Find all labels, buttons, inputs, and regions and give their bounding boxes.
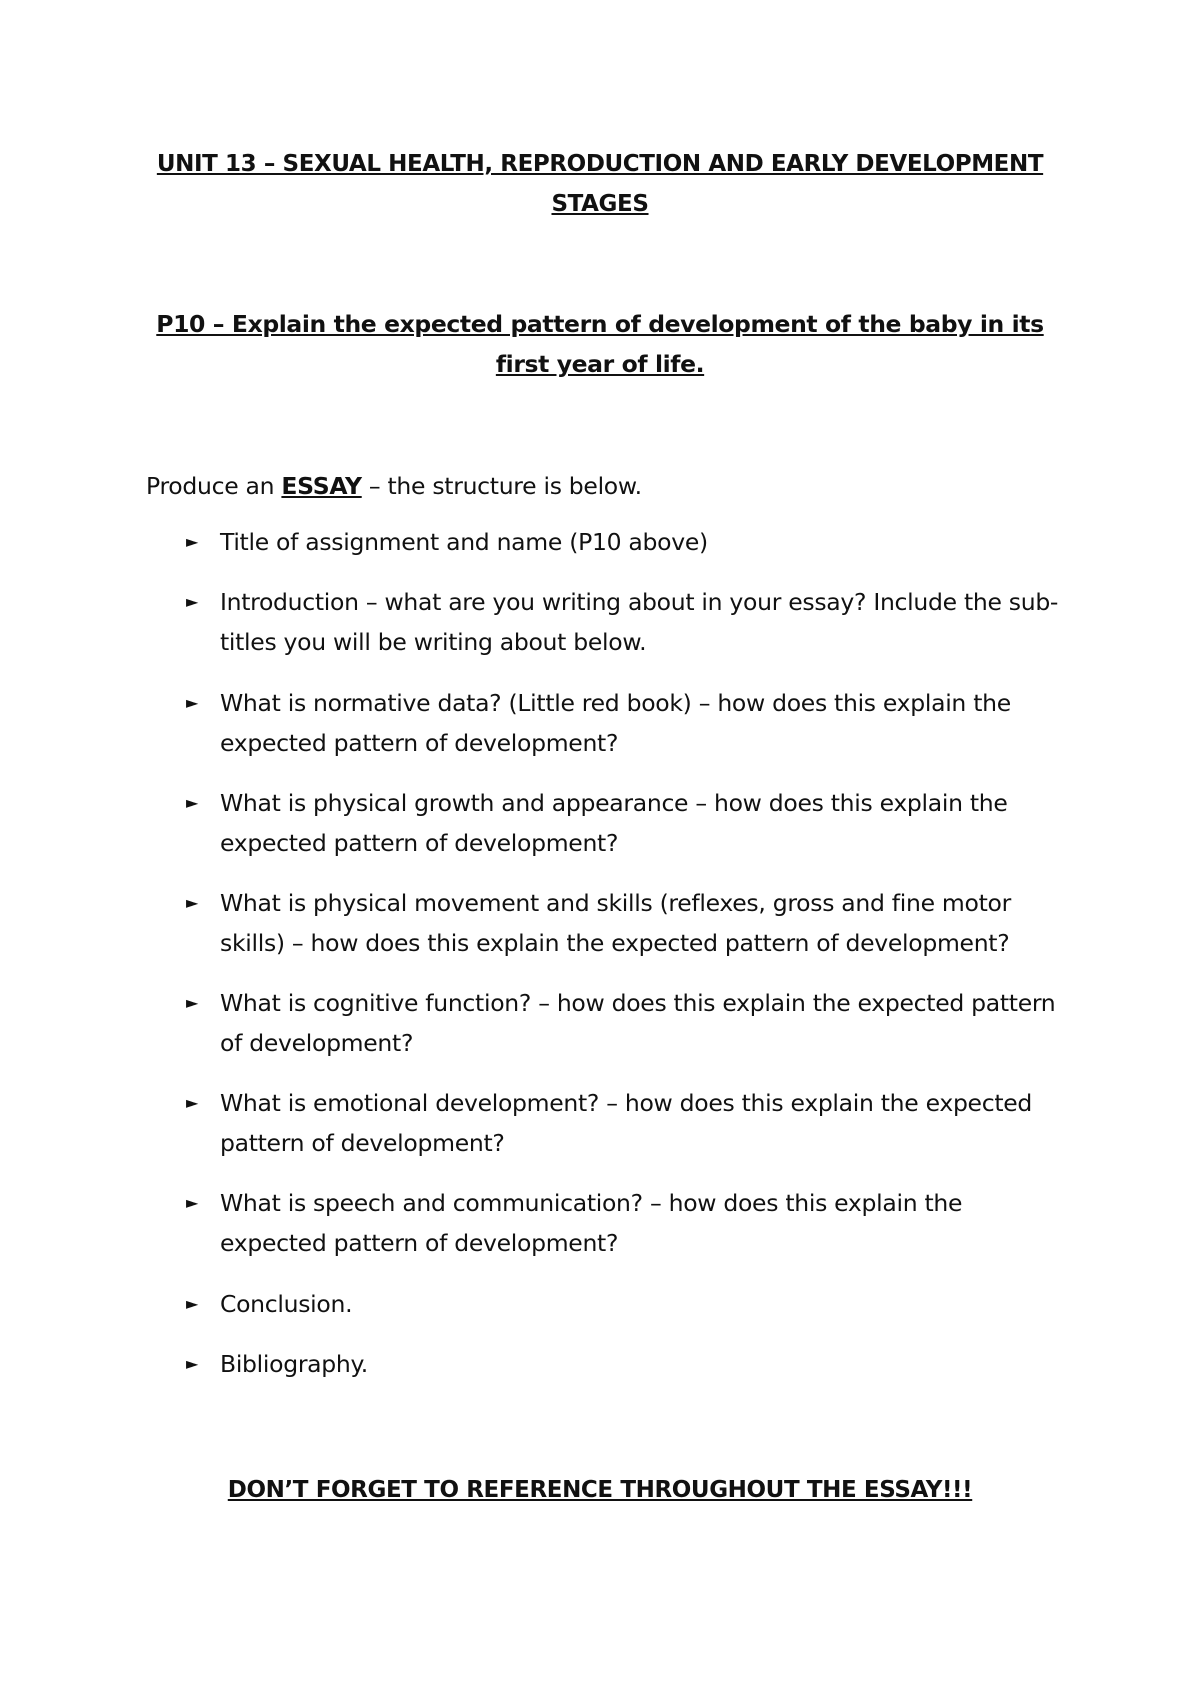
list-item-text: What is cognitive function? – how does this explain the expected pattern of development? [220, 989, 1056, 1057]
list-item-text: Bibliography. [220, 1350, 368, 1378]
list-item-text: Introduction – what are you writing about in your essay? Include the sub-titles you will be writing about below. [220, 588, 1059, 656]
list-item [186, 983, 1066, 1063]
list-item [186, 1083, 1066, 1163]
bullet-arrow-icon: ► [186, 1294, 199, 1313]
list-item [186, 582, 1066, 662]
bullet-arrow-icon: ► [186, 893, 199, 912]
bullet-arrow-icon: ► [186, 693, 199, 712]
intro-prefix: Produce an [146, 472, 282, 500]
task-title: P10 – Explain the expected pattern of development of the baby in its first year of life. [156, 310, 1044, 378]
list-item [186, 883, 1066, 963]
list-item-text: What is normative data? (Little red book) – how does this explain the expected pattern of development? [220, 689, 1011, 757]
list-item [186, 522, 1066, 562]
list-item-text: What is speech and communication? – how does this explain the expected pattern of development? [220, 1189, 963, 1257]
intro-line [146, 466, 642, 506]
bullet-arrow-icon: ► [186, 592, 199, 611]
list-item [186, 683, 1066, 763]
intro-suffix: – the structure is below. [361, 472, 642, 500]
intro-emphasis: ESSAY [281, 472, 362, 500]
bullet-arrow-icon: ► [186, 993, 199, 1012]
bullet-arrow-icon: ► [186, 1354, 199, 1373]
list-item-text: Title of assignment and name (P10 above) [220, 528, 708, 556]
reference-reminder: DON’T FORGET TO REFERENCE THROUGHOUT THE ESSAY!!! [227, 1477, 973, 1503]
list-item-text: What is emotional development? – how does this explain the expected pattern of development? [220, 1089, 1033, 1157]
list-item [186, 783, 1066, 863]
list-item-text: What is physical growth and appearance – how does this explain the expected pattern of development? [220, 789, 1008, 857]
bullet-arrow-icon: ► [186, 532, 199, 551]
list-item [186, 1344, 1066, 1384]
bullet-arrow-icon: ► [186, 793, 199, 812]
list-item [186, 1183, 1066, 1263]
list-item-text: What is physical movement and skills (reflexes, gross and fine motor skills) – how does this explain the expected pattern of development? [220, 889, 1011, 957]
list-item [186, 1284, 1066, 1324]
unit-title: UNIT 13 – SEXUAL HEALTH, REPRODUCTION AND EARLY DEVELOPMENT STAGES [156, 151, 1044, 217]
bullet-arrow-icon: ► [186, 1093, 199, 1112]
bullet-arrow-icon: ► [186, 1193, 199, 1212]
list-item-text: Conclusion. [220, 1290, 353, 1318]
